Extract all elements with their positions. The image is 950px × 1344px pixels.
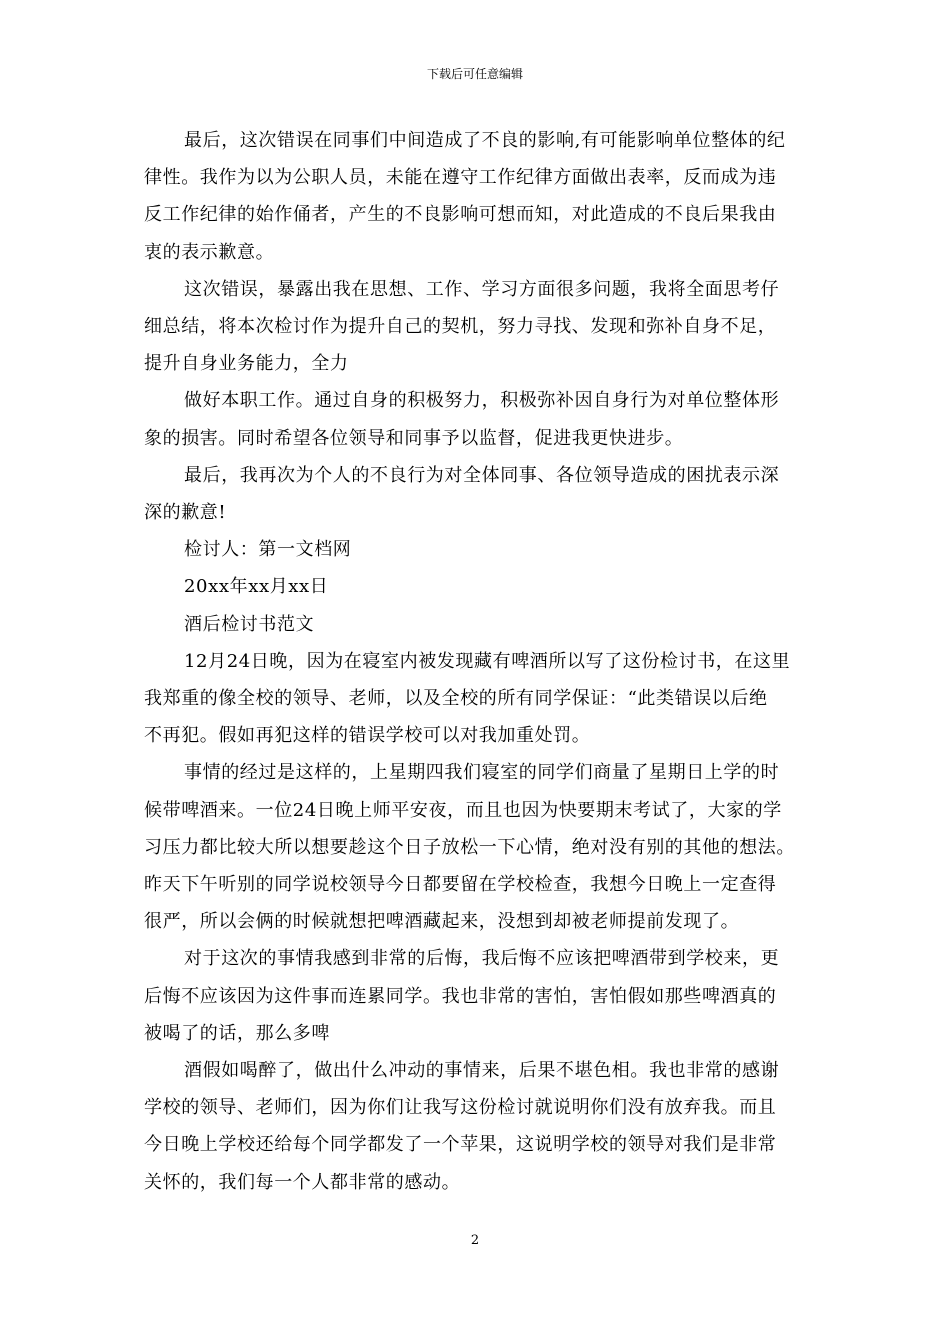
- text-line: 象的损害。同时希望各位领导和同事予以监督，促进我更快进步。: [144, 427, 684, 449]
- paragraph: [144, 606, 810, 643]
- page-header: 下载后可任意编辑: [426, 67, 523, 81]
- paragraph: [144, 1052, 810, 1201]
- text-line: 最后，我再次为个人的不良行为对全体同事、各位领导造成的困扰表示深: [184, 464, 780, 486]
- text-line: 习压力都比较大所以想要趁这个日子放松一下心情，绝对没有别的其他的想法。: [144, 836, 795, 858]
- text-line: 后悔不应该因为这件事而连累同学。我也非常的害怕，害怕假如那些啤酒真的: [144, 985, 777, 1007]
- text-line: 提升自身业务能力，全力: [144, 353, 349, 375]
- paragraph: [144, 271, 810, 383]
- text-line: 很严，所以会俩的时候就想把啤酒藏起来，没想到却被老师提前发现了。: [144, 911, 740, 933]
- text-line: 对于这次的事情我感到非常的后悔，我后悔不应该把啤酒带到学校来，更: [184, 948, 780, 970]
- text-line: 12月24日晚，因为在寝室内被发现藏有啤酒所以写了这份检讨书，在这里: [184, 650, 791, 672]
- text-line: 不再犯。假如再犯这样的错误学校可以对我加重处罚。: [144, 725, 591, 747]
- text-line: 衷的表示歉意。: [144, 241, 275, 263]
- text-line: 被喝了的话，那么多啤: [144, 1022, 330, 1044]
- text-line: 事情的经过是这样的，上星期四我们寝室的同学们商量了星期日上学的时: [184, 762, 780, 784]
- text-line: 今日晚上学校还给每个同学都发了一个苹果，这说明学校的领导对我们是非常: [144, 1134, 777, 1156]
- text-line: 关怀的，我们每一个人都非常的感动。: [144, 1171, 461, 1193]
- paragraph: [144, 643, 810, 755]
- paragraph: [144, 568, 810, 605]
- paragraph: [144, 382, 810, 456]
- text-line: 昨天下午听别的同学说校领导今日都要留在学校检查，我想今日晚上一定查得: [144, 874, 777, 896]
- paragraph: [144, 457, 810, 531]
- text-line: 学校的领导、老师们，因为你们让我写这份检讨就说明你们没有放弃我。而且: [144, 1097, 777, 1119]
- paragraph: [144, 940, 810, 1052]
- text-line: 候带啤酒来。一位24日晚上师平安夜，而且也因为快要期末考试了，大家的学: [144, 799, 782, 821]
- text-line: 20xx年xx月xx日: [184, 576, 329, 598]
- document-body: [144, 122, 810, 1201]
- paragraph: [144, 754, 810, 940]
- paragraph: [144, 122, 810, 271]
- text-line: 深的歉意!: [144, 502, 227, 524]
- text-line: 细总结，将本次检讨作为提升自己的契机，努力寻找、发现和弥补自身不足，: [144, 316, 777, 338]
- text-line: 酒后检讨书范文: [184, 613, 315, 635]
- text-line: 反工作纪律的始作俑者，产生的不良影响可想而知，对此造成的不良后果我由: [144, 204, 777, 226]
- paragraph: [144, 531, 810, 568]
- text-line: 检讨人：第一文档网: [184, 539, 352, 561]
- text-line: 这次错误，暴露出我在思想、工作、学习方面很多问题，我将全面思考仔: [184, 278, 780, 300]
- text-line: 律性。我作为以为公职人员，未能在遵守工作纪律方面做出表率，反而成为违: [144, 167, 777, 189]
- text-line: 酒假如喝醉了，做出什么冲动的事情来，后果不堪色相。我也非常的感谢: [184, 1060, 780, 1082]
- page-number: 2: [470, 1233, 480, 1248]
- text-line: 做好本职工作。通过自身的积极努力，积极弥补因自身行为对单位整体形: [184, 390, 780, 412]
- text-line: 我郑重的像全校的领导、老师，以及全校的所有同学保证：“此类错误以后绝: [144, 688, 768, 710]
- text-line: 最后，这次错误在同事们中间造成了不良的影响,有可能影响单位整体的纪: [184, 130, 786, 151]
